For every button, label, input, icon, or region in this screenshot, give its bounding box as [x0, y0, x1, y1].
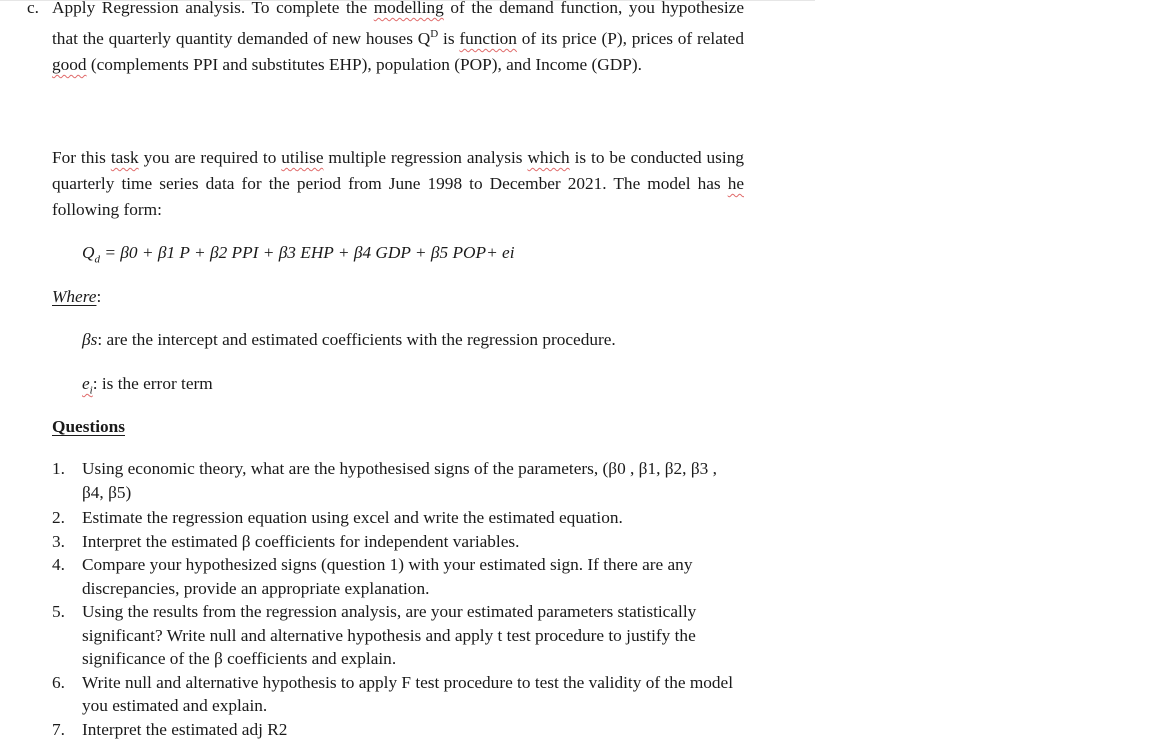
qd-superscript: D — [430, 28, 439, 40]
intro-text-1: Apply Regression analysis. To complete the — [52, 0, 374, 17]
error-symbol-letter: e — [82, 374, 90, 393]
question-text: Interpret the estimated β coefficients for independent variables. — [82, 531, 520, 551]
question-number: 4. — [52, 555, 65, 574]
task-text-1: For this — [52, 148, 111, 167]
error-definition — [82, 371, 213, 403]
task-word-task: task — [110, 148, 139, 167]
error-symbol-sub: i — [89, 384, 93, 397]
where-heading — [52, 284, 101, 310]
intro-text-5: (complements PPI and substitutes EHP), population (POP), and Income (GDP). — [86, 54, 642, 74]
question-number: 2. — [52, 508, 65, 527]
task-word-which: which — [527, 148, 570, 167]
questions-heading-text: Questions — [52, 417, 125, 436]
intro-text-2: of the demand function, you hypothesize that the quarterly quantity demanded of new houses Q — [52, 0, 744, 48]
task-word-utilise: utilise — [281, 148, 324, 167]
error-description: : is the error term — [92, 374, 213, 393]
intro-paragraph — [52, 0, 744, 78]
equation-qd-sub: d — [94, 253, 100, 266]
question-number: 7. — [52, 719, 65, 739]
intro-word-function: function — [459, 28, 517, 48]
task-paragraph — [52, 145, 744, 223]
question-number: 3. — [52, 531, 65, 551]
model-equation — [82, 243, 515, 265]
question-number: 5. — [52, 602, 65, 621]
intro-text-3: is — [438, 28, 460, 48]
question-number: 1. — [52, 459, 65, 478]
beta-symbol: βs — [82, 330, 98, 349]
intro-word-modelling: modelling — [373, 0, 444, 17]
where-label: Where — [52, 287, 97, 306]
beta-definition — [82, 327, 616, 353]
question-text: Compare your hypothesized signs (question 1) with your estimated sign. If there are any discrepancies, provide an appropriate explanation. — [82, 555, 693, 598]
task-word-he: he — [727, 174, 744, 193]
question-item — [52, 600, 742, 671]
task-text-4: is to be conducted using quarterly time series data for the period from June 1998 to December 2021. The model has — [52, 148, 744, 193]
where-colon: : — [96, 287, 102, 306]
question-number: 6. — [52, 672, 65, 692]
intro-text-4: of its price (P), prices of related — [516, 28, 744, 48]
question-item — [52, 718, 742, 741]
question-item — [52, 457, 742, 504]
equation-qd: Q — [82, 243, 95, 262]
question-text: Using the results from the regression analysis, are your estimated parameters statistically significant? Write null and alternative hypothesis and apply t test procedure to justify the significance of the β coefficients and explain. — [82, 602, 697, 668]
question-item — [52, 530, 742, 554]
task-text-3: multiple regression analysis — [323, 148, 528, 167]
question-item — [52, 671, 742, 718]
question-item — [52, 553, 742, 600]
questions-list — [52, 457, 742, 741]
beta-description: : are the intercept and estimated coefficients with the regression procedure. — [97, 330, 616, 349]
question-text: Interpret the estimated adj R2 — [82, 719, 288, 739]
task-text-2: you are required to — [138, 148, 282, 167]
intro-word-good: good — [52, 54, 87, 74]
error-symbol — [82, 374, 93, 397]
section-label: c. — [27, 0, 39, 17]
question-text: Using economic theory, what are the hypothesised signs of the parameters, (β0 , β1, β2, β3 , β4, β5) — [82, 459, 717, 502]
equation-rhs: = β0 + β1 P + β2 PPI + β3 EHP + β4 GDP + β5 POP+ ei — [104, 243, 515, 262]
question-text: Estimate the regression equation using excel and write the estimated equation. — [82, 508, 623, 527]
task-text-5: following form: — [52, 200, 162, 219]
question-text: Write null and alternative hypothesis to apply F test procedure to test the validity of the model you estimated and explain. — [82, 672, 734, 715]
question-item — [52, 506, 742, 530]
questions-heading — [52, 414, 125, 440]
